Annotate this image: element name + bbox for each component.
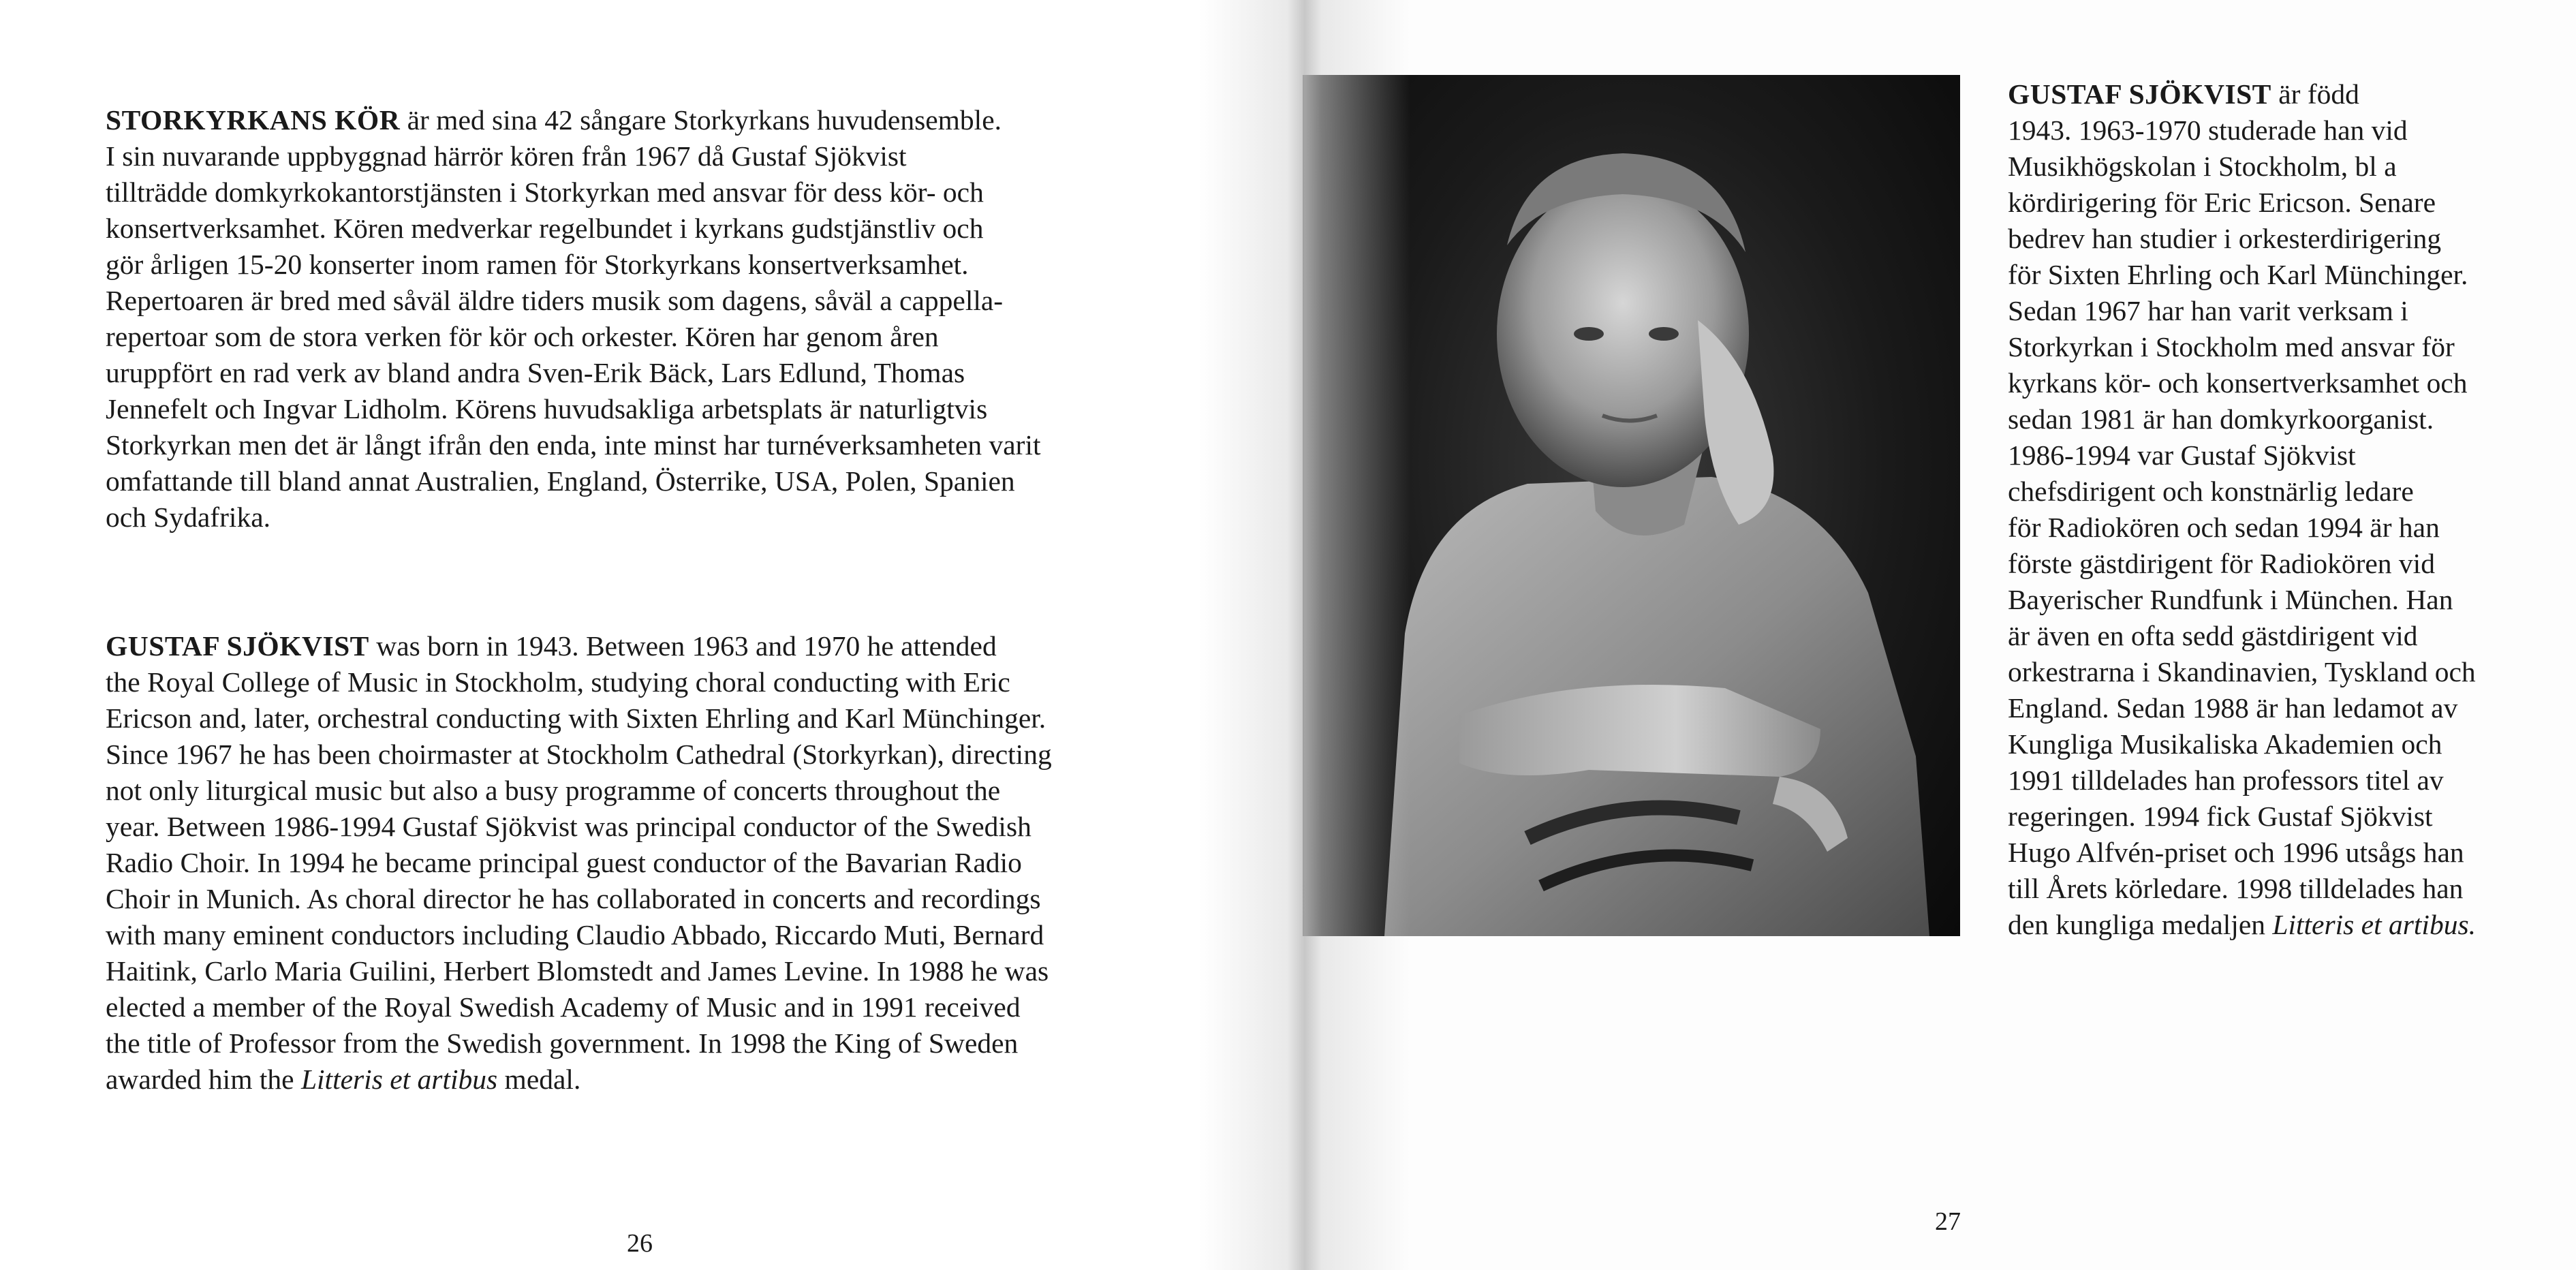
text-line: England. Sedan 1988 är han ledamot av <box>2008 692 2458 724</box>
swedish-biography-paragraph <box>2008 76 2476 943</box>
text-line: och Sydafrika. <box>106 501 271 533</box>
text-line: konsertverksamhet. Kören medverkar regelbundet i kyrkans gudstjänstliv och <box>106 213 984 244</box>
text-line: the title of Professor from the Swedish government. In 1998 the King of Sweden <box>106 1027 1019 1059</box>
text-line: Choir in Munich. As choral director he has collaborated in concerts and recordings <box>106 883 1041 914</box>
text-line: Repertoaren är bred med såväl äldre tiders musik som dagens, såväl a cappella- <box>106 285 1004 316</box>
text-line: omfattande till bland annat Australien, England, Österrike, USA, Polen, Spanien <box>106 465 1015 497</box>
paragraph-lead: STORKYRKANS KÖR <box>106 104 401 136</box>
swedish-ensemble-paragraph <box>106 102 1041 536</box>
text-line: repertoar som de stora verken för kör och orkester. Kören har genom åren <box>106 321 939 352</box>
text-line: Haitink, Carlo Maria Guilini, Herbert Blomstedt and James Levine. In 1988 he was <box>106 955 1049 987</box>
text-line: STORKYRKANS KÖR är med sina 42 sångare Storkyrkans huvudensemble. <box>106 104 1002 136</box>
text-line: Jennefelt och Ingvar Lidholm. Körens huvudsakliga arbetsplats är naturligtvis <box>106 393 988 424</box>
text-line: Ericson and, later, orchestral conducting with Sixten Ehrling and Karl Münchinger. <box>106 702 1046 734</box>
text-line: elected a member of the Royal Swedish Academy of Music and in 1991 received <box>106 991 1021 1023</box>
text-line: förste gästdirigent för Radiokören vid <box>2008 548 2435 579</box>
text-line: tillträdde domkyrkokantorstjänsten i Storkyrkan med ansvar för dess kör- och <box>106 176 984 208</box>
text-line: chefsdirigent och konstnärlig ledare <box>2008 476 2414 507</box>
text-line: orkestrarna i Skandinavien, Tyskland och <box>2008 656 2476 687</box>
text-line: Bayerischer Rundfunk i München. Han <box>2008 584 2453 615</box>
portrait-image <box>1303 75 1960 936</box>
text-line: Radio Choir. In 1994 he became principal guest conductor of the Bavarian Radio <box>106 847 1022 878</box>
portrait-photo <box>1303 75 1960 936</box>
right-page <box>1288 0 2576 1270</box>
text-line: 1991 tilldelades han professors titel av <box>2008 764 2444 796</box>
text-line: the Royal College of Music in Stockholm, studying choral conducting with Eric <box>106 666 1010 698</box>
text-line: sedan 1981 är han domkyrkoorganist. <box>2008 403 2434 435</box>
paragraph-lead: GUSTAF SJÖKVIST <box>106 630 369 662</box>
text-line: Since 1967 he has been choirmaster at Stockholm Cathedral (Storkyrkan), directing <box>106 739 1052 770</box>
text-line: GUSTAF SJÖKVIST was born in 1943. Between 1963 and 1970 he attended <box>106 630 997 662</box>
text-line: gör årligen 15-20 konserter inom ramen för Storkyrkans konsertverksamhet. <box>106 249 969 280</box>
text-line: Storkyrkan men det är långt ifrån den enda, inte minst har turnéverksamheten varit <box>106 429 1041 461</box>
text-line: not only liturgical music but also a busy programme of concerts throughout the <box>106 775 1001 806</box>
text-line: för Radiokören och sedan 1994 är han <box>2008 512 2440 543</box>
text-line: är även en ofta sedd gästdirigent vid <box>2008 620 2418 651</box>
text-line: kyrkans kör- och konsertverksamhet och <box>2008 367 2468 399</box>
italic-title: Litteris et artibus. <box>2272 909 2476 940</box>
text-line: 1943. 1963-1970 studerade han vid <box>2008 114 2408 146</box>
text-line: för Sixten Ehrling och Karl Münchinger. <box>2008 259 2468 290</box>
text-line: Storkyrkan i Stockholm med ansvar för <box>2008 331 2455 362</box>
text-line: Kungliga Musikaliska Akademien och <box>2008 728 2442 760</box>
text-line: awarded him the Litteris et artibus medal. <box>106 1064 581 1095</box>
text-line: regeringen. 1994 fick Gustaf Sjökvist <box>2008 801 2433 832</box>
text-line: Sedan 1967 har han varit verksam i <box>2008 295 2408 326</box>
text-line: uruppfört en rad verk av bland andra Sven-Erik Bäck, Lars Edlund, Thomas <box>106 357 965 388</box>
text-line: den kungliga medaljen Litteris et artibus. <box>2008 909 2476 940</box>
text-line: I sin nuvarande uppbyggnad härrör kören från 1967 då Gustaf Sjökvist <box>106 140 907 172</box>
text-line: kördirigering för Eric Ericson. Senare <box>2008 187 2436 218</box>
text-line: Musikhögskolan i Stockholm, bl a <box>2008 151 2397 182</box>
paragraph-lead: GUSTAF SJÖKVIST <box>2008 78 2271 110</box>
italic-title: Litteris et artibus <box>300 1064 498 1095</box>
english-biography-paragraph <box>106 628 1052 1098</box>
page-number: 27 <box>1935 1207 1961 1236</box>
text-line: till Årets körledare. 1998 tilldelades han <box>2008 873 2464 904</box>
text-line: GUSTAF SJÖKVIST är född <box>2008 78 2359 110</box>
text-line: year. Between 1986-1994 Gustaf Sjökvist was principal conductor of the Swedish <box>106 811 1031 842</box>
page-number: 26 <box>627 1229 653 1258</box>
text-line: 1986-1994 var Gustaf Sjökvist <box>2008 439 2356 471</box>
text-line: with many eminent conductors including Claudio Abbado, Riccardo Muti, Bernard <box>106 919 1044 950</box>
text-line: Hugo Alfvén-priset och 1996 utsågs han <box>2008 837 2464 868</box>
text-line: bedrev han studier i orkesterdirigering <box>2008 223 2442 254</box>
